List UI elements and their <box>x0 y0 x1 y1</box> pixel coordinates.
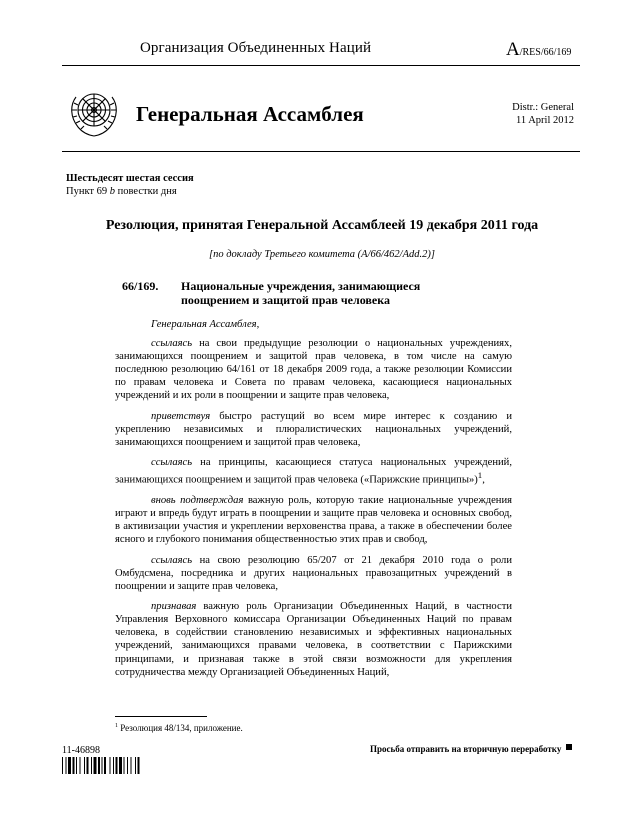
distribution-block <box>500 101 574 127</box>
preamble-paragraph: ссылаясь на принципы, касающиеся статуса национальных учреждений, занимающихся поощрением и защитой прав человека («Парижские принципы»)$^1$, <box>115 457 512 486</box>
organization-name: Организация Объединенных Наций <box>140 40 372 56</box>
agenda-prefix: Пункт 69 <box>66 186 110 197</box>
recycle-notice: Просьба отправить на вторичную переработку <box>370 744 562 754</box>
barcode-bar <box>73 757 75 774</box>
footnote-reference[interactable]: 1 <box>477 470 483 481</box>
barcode-bar <box>66 757 67 774</box>
barcode-bar <box>80 757 81 774</box>
preamble-paragraph: ссылаясь на свою резолюцию 65/207 от 21 декабря 2010 года о роли Омбудсмена, посредника и других национальных правозащитных учреждений в поощрении и защите прав человека, <box>115 554 512 592</box>
agenda-suffix: повестки дня <box>115 186 177 197</box>
resolution-number: 66/169. <box>122 279 159 293</box>
document-symbol-number: /RES/66/169 <box>519 47 572 58</box>
barcode-bar <box>91 757 92 774</box>
distribution-label: Distr.: General <box>512 102 574 113</box>
agenda-letter: b <box>109 186 116 197</box>
masthead-rule <box>62 151 580 152</box>
barcode-bar <box>119 757 122 774</box>
barcode-bar <box>124 757 125 774</box>
barcode-bar <box>62 757 63 774</box>
preamble-paragraph: вновь подтверждая важную роль, которую такие национальные учреждения играют и впредь будут играть в поощрении и защите прав человека и основных свобод, в активизации участия и укреплении верховенства права, а также в обеспечении более ясного и глубокого понимания общественностью этих прав и свобод, <box>115 495 512 546</box>
general-assembly-heading: Генеральная Ассамблея <box>136 102 364 126</box>
header-rule <box>62 65 580 66</box>
barcode-bar <box>131 757 132 774</box>
preamble-paragraph: приветствуя быстро растущий во всем мире интерес к созданию и укреплению независимых и плюралистических национальных учреждений, занимающихся поощрением и защитой прав человека, <box>115 410 512 448</box>
un-emblem-icon <box>64 83 124 143</box>
document-symbol-letter: A <box>506 39 520 60</box>
barcode-bar <box>127 757 128 774</box>
issue-date: 11 April 2012 <box>516 115 574 126</box>
barcode-bar <box>113 757 114 774</box>
resolution-opening: Генеральная Ассамблея, <box>151 319 260 330</box>
barcode-bar <box>98 757 100 774</box>
barcode-bar <box>104 757 106 774</box>
barcode-bar <box>68 757 71 774</box>
recycle-icon <box>566 744 572 750</box>
footnote <box>115 723 243 733</box>
barcode-bar <box>84 757 85 774</box>
barcode-bar <box>76 757 77 774</box>
footnote-rule <box>115 716 207 717</box>
footnote-text: Резолюция 48/134, приложение. <box>118 723 243 733</box>
session-info <box>66 172 194 198</box>
barcode-bar <box>138 757 140 774</box>
resolution-body <box>115 318 512 686</box>
barcode-icon <box>62 757 174 774</box>
document-symbol <box>506 39 571 61</box>
barcode-bar <box>110 757 111 774</box>
preamble-paragraph: ссылаясь на свои предыдущие резолюции о национальных учреждениях, занимающихся поощрением и защитой прав человека, в том числе на самую последнюю резолюцию 64/161 от 18 декабря 2009 года, а также резолюции Комиссии по правам человека и Совета по правам человека, касающиеся национальных учреждений и их роли в поощрении и защите прав человека, <box>115 338 512 402</box>
resolution-title: Национальные учреждения, занимающиеся поощрением и защитой прав человека <box>181 279 421 307</box>
footnote-marker: 1 <box>115 723 118 729</box>
agenda-item <box>66 185 194 198</box>
barcode-bar <box>87 757 89 774</box>
session-name: Шестьдесят шестая сессия <box>66 173 194 184</box>
barcode-bar <box>102 757 103 774</box>
barcode-bar <box>135 757 136 774</box>
document-number: 11-46898 <box>62 745 100 756</box>
report-reference: [по докладу Третьего комитета (A/66/462/Add.2)] <box>209 249 435 260</box>
barcode-bar <box>116 757 118 774</box>
barcode-bar <box>94 757 97 774</box>
resolution-adopted-title: Резолюция, принятая Генеральной Ассамблеей 19 декабря 2011 года <box>105 218 539 233</box>
preamble-paragraph: признавая важную роль Организации Объединенных Наций, в частности Управления Верховного комиссара Организации Объединенных Наций по правам человека, в содействии становлению независимых и эффективных национальных учреждений, занимающихся правами человека, в соответствии с Парижскими принципами, и признавая также в этой связи возможности для укрепления сотрудничества между Организацией Объединенных Наций, <box>115 601 512 678</box>
